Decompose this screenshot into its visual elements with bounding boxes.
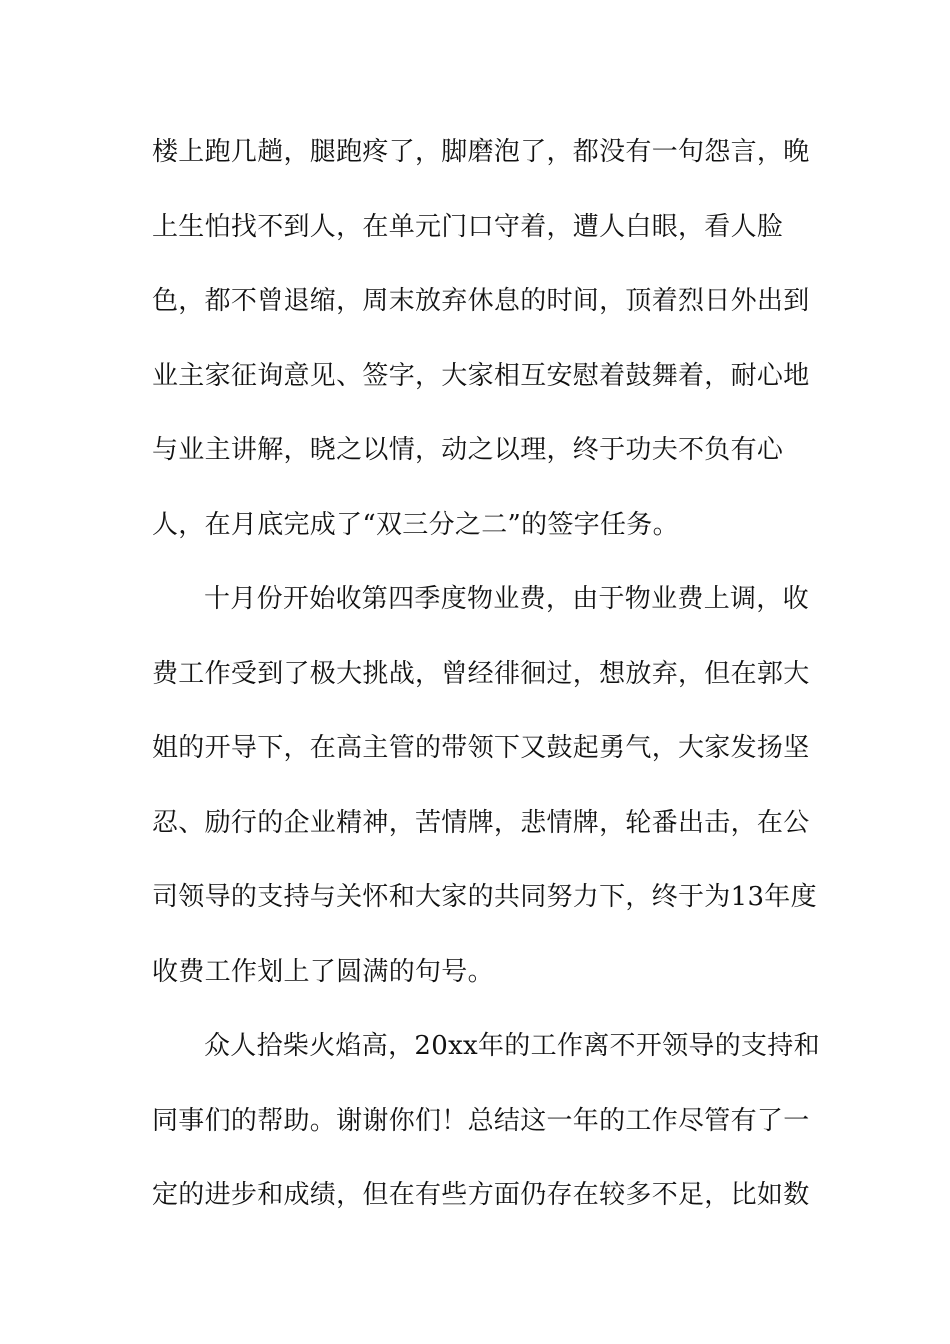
- text-line: 司领导的支持与关怀和大家的共同努力下，终于为13年度: [152, 882, 817, 912]
- text-line: 费工作受到了极大挑战，曾经徘徊过，想放弃，但在郭大: [152, 658, 810, 689]
- text-line: 与业主讲解，晓之以情，动之以理，终于功夫不负有心: [152, 435, 784, 465]
- text-line: 收费工作划上了圆满的句号。: [152, 956, 494, 987]
- text-line: 忍、励行的企业精神，苦情牌，悲情牌，轮番出击，在公: [152, 807, 810, 838]
- text-line: 色，都不曾退缩，周末放弃休息的时间，顶着烈日外出到: [152, 286, 810, 316]
- text-line: 楼上跑几趟，腿跑疼了，脚磨泡了，都没有一句怨言，晚: [152, 137, 810, 167]
- text-line: 定的进步和成绩，但在有些方面仍存在较多不足，比如数: [152, 1180, 810, 1210]
- paragraph-start-line: 十月份开始收第四季度物业费，由于物业费上调，收: [204, 584, 809, 614]
- text-line: 上生怕找不到人，在单元门口守着，遭人白眼，看人脸: [152, 211, 784, 242]
- body-text: [152, 128, 820, 1246]
- paragraph-start-line: 众人拾柴火焰高，20xx年的工作离不开领导的支持和: [204, 1031, 820, 1061]
- text-line: 同事们的帮助。谢谢你们！总结这一年的工作尽管有了一: [152, 1105, 810, 1136]
- text-line: 人，在月底完成了“双三分之二”的签字任务。: [152, 509, 679, 540]
- text-line: 业主家征询意见、签字，大家相互安慰着鼓舞着，耐心地: [152, 360, 810, 391]
- text-line: 姐的开导下，在高主管的带领下又鼓起勇气，大家发扬坚: [152, 733, 810, 763]
